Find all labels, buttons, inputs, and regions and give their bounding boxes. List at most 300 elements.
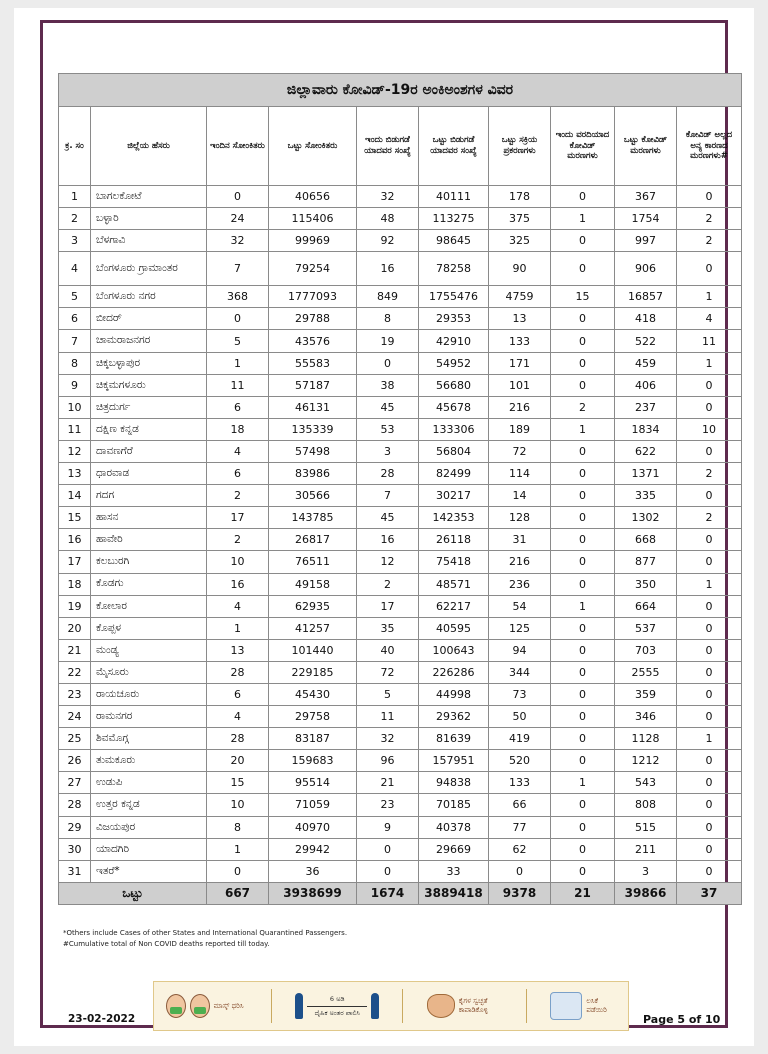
district-name-cell: ಬೆಂಗಳೂರು ಗ್ರಾಮಾಂತರ <box>91 252 207 286</box>
table-row <box>59 617 742 639</box>
value-cell: 40595 <box>419 617 489 639</box>
vaccination-icon <box>550 992 582 1020</box>
value-cell: 75418 <box>419 551 489 573</box>
covid-statistics-table <box>58 73 742 905</box>
value-cell: 17 <box>207 507 269 529</box>
value-cell: 0 <box>551 838 615 860</box>
value-cell: 0 <box>207 186 269 208</box>
serial-cell: 3 <box>59 230 91 252</box>
value-cell: 997 <box>615 230 677 252</box>
total-row <box>59 882 742 904</box>
value-cell: 2 <box>677 507 742 529</box>
value-cell: 23 <box>357 794 419 816</box>
value-cell: 45 <box>357 507 419 529</box>
value-cell: 418 <box>615 308 677 330</box>
value-cell: 40378 <box>419 816 489 838</box>
value-cell: 11 <box>357 706 419 728</box>
value-cell: 3 <box>357 440 419 462</box>
value-cell: 1128 <box>615 728 677 750</box>
value-cell: 1212 <box>615 750 677 772</box>
total-value-cell: 1674 <box>357 882 419 904</box>
serial-cell: 4 <box>59 252 91 286</box>
table-row <box>59 252 742 286</box>
value-cell: 0 <box>551 860 615 882</box>
serial-cell: 14 <box>59 485 91 507</box>
value-cell: 54952 <box>419 352 489 374</box>
value-cell: 40 <box>357 639 419 661</box>
hand-wash-icon <box>427 994 455 1018</box>
serial-cell: 5 <box>59 286 91 308</box>
table-row <box>59 772 742 794</box>
value-cell: 16 <box>207 573 269 595</box>
serial-cell: 1 <box>59 186 91 208</box>
table-row <box>59 208 742 230</box>
value-cell: 0 <box>551 308 615 330</box>
table-row <box>59 683 742 705</box>
value-cell: 55583 <box>269 352 357 374</box>
distance-caption: ದೈಹಿಕ ಅಂತರ ಪಾಲಿಸಿ <box>314 1008 360 1017</box>
district-name-cell: ಉತ್ತರ ಕನ್ನಡ <box>91 794 207 816</box>
value-cell: 56804 <box>419 440 489 462</box>
value-cell: 57498 <box>269 440 357 462</box>
value-cell: 1371 <box>615 463 677 485</box>
masked-face-icon <box>166 994 186 1018</box>
footnote-non-covid: #Cumulative total of Non COVID deaths reported till today. <box>63 939 270 948</box>
value-cell: 157951 <box>419 750 489 772</box>
district-name-cell: ವಿಜಯಪುರ <box>91 816 207 838</box>
table-row <box>59 706 742 728</box>
value-cell: 359 <box>615 683 677 705</box>
table-title: ಜಿಲ್ಲಾವಾರು ಕೋವಿಡ್-19ರ ಅಂಕಿಅಂಶಗಳ ವಿವರ <box>59 74 742 107</box>
district-name-cell: ಬೆಳಗಾವಿ <box>91 230 207 252</box>
value-cell: 44998 <box>419 683 489 705</box>
value-cell: 19 <box>357 330 419 352</box>
value-cell: 29758 <box>269 706 357 728</box>
table-row <box>59 507 742 529</box>
hands-group <box>427 994 503 1018</box>
value-cell: 113275 <box>419 208 489 230</box>
value-cell: 90 <box>489 252 551 286</box>
value-cell: 62217 <box>419 595 489 617</box>
value-cell: 0 <box>551 750 615 772</box>
value-cell: 0 <box>551 551 615 573</box>
value-cell: 0 <box>677 838 742 860</box>
value-cell: 135339 <box>269 418 357 440</box>
district-name-cell: ದಕ್ಷಿಣ ಕನ್ನಡ <box>91 418 207 440</box>
value-cell: 237 <box>615 396 677 418</box>
value-cell: 82499 <box>419 463 489 485</box>
footnote-others: *Others include Cases of other States and International Quarantined Passengers. <box>63 929 348 937</box>
table-row <box>59 728 742 750</box>
serial-cell: 18 <box>59 573 91 595</box>
value-cell: 10 <box>207 794 269 816</box>
value-cell: 375 <box>489 208 551 230</box>
serial-cell: 17 <box>59 551 91 573</box>
value-cell: 66 <box>489 794 551 816</box>
column-header: ಕೋವಿಡ್ ಅಲ್ಲದ ಅನ್ಯ ಕಾರಣದ ಮರಣಗಳು# <box>677 107 742 186</box>
value-cell: 216 <box>489 396 551 418</box>
value-cell: 178 <box>489 186 551 208</box>
value-cell: 11 <box>207 374 269 396</box>
report-date: 23-02-2022 <box>68 1013 136 1025</box>
value-cell: 78258 <box>419 252 489 286</box>
district-name-cell: ಹಾಸನ <box>91 507 207 529</box>
serial-cell: 23 <box>59 683 91 705</box>
banner-divider <box>526 989 527 1023</box>
value-cell: 42910 <box>419 330 489 352</box>
value-cell: 1754 <box>615 208 677 230</box>
column-header: ಇಂದು ವರದಿಯಾದ ಕೋವಿಡ್ ಮರಣಗಳು <box>551 107 615 186</box>
value-cell: 0 <box>551 374 615 396</box>
document-page <box>14 8 754 1046</box>
table-row <box>59 308 742 330</box>
serial-cell: 19 <box>59 595 91 617</box>
value-cell: 32 <box>207 230 269 252</box>
value-cell: 1755476 <box>419 286 489 308</box>
value-cell: 16857 <box>615 286 677 308</box>
value-cell: 0 <box>357 860 419 882</box>
value-cell: 79254 <box>269 252 357 286</box>
district-name-cell: ಬಳ್ಳಾರಿ <box>91 208 207 230</box>
value-cell: 24 <box>207 208 269 230</box>
column-header: ಒಟ್ಟು ಕೋವಿಡ್ ಮರಣಗಳು <box>615 107 677 186</box>
distance-indicator <box>307 995 367 1018</box>
value-cell: 0 <box>551 816 615 838</box>
table-row <box>59 860 742 882</box>
district-name-cell: ಕೊಪ್ಪಳ <box>91 617 207 639</box>
value-cell: 72 <box>489 440 551 462</box>
table-row <box>59 186 742 208</box>
value-cell: 100643 <box>419 639 489 661</box>
value-cell: 0 <box>677 529 742 551</box>
value-cell: 4 <box>207 706 269 728</box>
value-cell: 0 <box>551 440 615 462</box>
value-cell: 344 <box>489 661 551 683</box>
value-cell: 32 <box>357 728 419 750</box>
value-cell: 335 <box>615 485 677 507</box>
value-cell: 48 <box>357 208 419 230</box>
value-cell: 1 <box>551 208 615 230</box>
value-cell: 57187 <box>269 374 357 396</box>
value-cell: 0 <box>551 507 615 529</box>
table-row <box>59 230 742 252</box>
value-cell: 1302 <box>615 507 677 529</box>
district-name-cell: ಉಡುಪಿ <box>91 772 207 794</box>
table-row <box>59 750 742 772</box>
district-name-cell: ದಾವಣಗೆರೆ <box>91 440 207 462</box>
value-cell: 6 <box>207 396 269 418</box>
value-cell: 668 <box>615 529 677 551</box>
serial-cell: 22 <box>59 661 91 683</box>
banner-divider <box>402 989 403 1023</box>
district-name-cell: ಕೊಡಗು <box>91 573 207 595</box>
value-cell: 17 <box>357 595 419 617</box>
value-cell: 236 <box>489 573 551 595</box>
value-cell: 10 <box>207 551 269 573</box>
value-cell: 1 <box>677 573 742 595</box>
value-cell: 5 <box>357 683 419 705</box>
value-cell: 13 <box>489 308 551 330</box>
table-row <box>59 551 742 573</box>
value-cell: 0 <box>489 860 551 882</box>
value-cell: 4 <box>207 440 269 462</box>
value-cell: 6 <box>207 683 269 705</box>
value-cell: 0 <box>551 639 615 661</box>
district-name-cell: ಕೋಲಾರ <box>91 595 207 617</box>
value-cell: 0 <box>551 485 615 507</box>
value-cell: 350 <box>615 573 677 595</box>
value-cell: 29353 <box>419 308 489 330</box>
value-cell: 41257 <box>269 617 357 639</box>
total-value-cell: 37 <box>677 882 742 904</box>
total-value-cell: 667 <box>207 882 269 904</box>
value-cell: 0 <box>551 186 615 208</box>
value-cell: 2555 <box>615 661 677 683</box>
value-cell: 664 <box>615 595 677 617</box>
value-cell: 0 <box>677 750 742 772</box>
serial-cell: 20 <box>59 617 91 639</box>
value-cell: 0 <box>677 706 742 728</box>
column-header: ಒಟ್ಟು ಸೋಂಕಿತರು <box>269 107 357 186</box>
value-cell: 99969 <box>269 230 357 252</box>
value-cell: 1 <box>677 352 742 374</box>
value-cell: 0 <box>677 440 742 462</box>
value-cell: 522 <box>615 330 677 352</box>
value-cell: 537 <box>615 617 677 639</box>
serial-cell: 26 <box>59 750 91 772</box>
vaccine-text: ಲಸಿಕೆ ಪಡೆಯಿರಿ <box>586 997 607 1014</box>
column-header: ಒಟ್ಟು ಸಕ್ರಿಯ ಪ್ರಕರಣಗಳು <box>489 107 551 186</box>
district-name-cell: ಬೀದರ್ <box>91 308 207 330</box>
serial-cell: 2 <box>59 208 91 230</box>
value-cell: 94 <box>489 639 551 661</box>
value-cell: 95514 <box>269 772 357 794</box>
value-cell: 29788 <box>269 308 357 330</box>
value-cell: 2 <box>357 573 419 595</box>
value-cell: 12 <box>357 551 419 573</box>
value-cell: 48571 <box>419 573 489 595</box>
district-name-cell: ಚಿಕ್ಕಬಳ್ಳಾಪುರ <box>91 352 207 374</box>
value-cell: 62935 <box>269 595 357 617</box>
district-name-cell: ಬಾಗಲಕೋಟೆ <box>91 186 207 208</box>
value-cell: 2 <box>677 463 742 485</box>
value-cell: 0 <box>207 308 269 330</box>
value-cell: 133306 <box>419 418 489 440</box>
value-cell: 62 <box>489 838 551 860</box>
district-name-cell: ಹಾವೇರಿ <box>91 529 207 551</box>
value-cell: 32 <box>357 186 419 208</box>
value-cell: 0 <box>551 617 615 639</box>
value-cell: 0 <box>551 661 615 683</box>
serial-cell: 9 <box>59 374 91 396</box>
value-cell: 35 <box>357 617 419 639</box>
district-name-cell: ರಾಮನಗರ <box>91 706 207 728</box>
table-row <box>59 286 742 308</box>
value-cell: 4 <box>677 308 742 330</box>
value-cell: 1 <box>207 838 269 860</box>
value-cell: 45430 <box>269 683 357 705</box>
value-cell: 622 <box>615 440 677 462</box>
value-cell: 72 <box>357 661 419 683</box>
table-row <box>59 661 742 683</box>
value-cell: 73 <box>489 683 551 705</box>
serial-cell: 15 <box>59 507 91 529</box>
value-cell: 0 <box>677 683 742 705</box>
distance-group <box>295 993 379 1019</box>
total-value-cell: 3889418 <box>419 882 489 904</box>
value-cell: 8 <box>207 816 269 838</box>
value-cell: 54 <box>489 595 551 617</box>
value-cell: 9 <box>357 816 419 838</box>
footnotes <box>63 928 347 949</box>
serial-cell: 25 <box>59 728 91 750</box>
value-cell: 406 <box>615 374 677 396</box>
value-cell: 71059 <box>269 794 357 816</box>
value-cell: 15 <box>551 286 615 308</box>
district-name-cell: ಮಂಡ್ಯ <box>91 639 207 661</box>
serial-cell: 7 <box>59 330 91 352</box>
value-cell: 143785 <box>269 507 357 529</box>
value-cell: 1 <box>677 286 742 308</box>
total-label: ಒಟ್ಟು <box>59 882 207 904</box>
page-number: Page 5 of 10 <box>643 1013 721 1026</box>
column-header: ಒಟ್ಟು ಬಿಡುಗಡೆ ಯಾದವರ ಸಂಖ್ಯೆ <box>419 107 489 186</box>
value-cell: 0 <box>677 396 742 418</box>
value-cell: 229185 <box>269 661 357 683</box>
value-cell: 101440 <box>269 639 357 661</box>
value-cell: 16 <box>357 529 419 551</box>
district-name-cell: ಧಾರವಾಡ <box>91 463 207 485</box>
value-cell: 419 <box>489 728 551 750</box>
value-cell: 21 <box>357 772 419 794</box>
value-cell: 26817 <box>269 529 357 551</box>
district-name-cell: ಇತರೆ* <box>91 860 207 882</box>
value-cell: 29362 <box>419 706 489 728</box>
value-cell: 4759 <box>489 286 551 308</box>
value-cell: 2 <box>207 485 269 507</box>
value-cell: 0 <box>677 794 742 816</box>
table-row <box>59 463 742 485</box>
value-cell: 50 <box>489 706 551 728</box>
value-cell: 128 <box>489 507 551 529</box>
value-cell: 26118 <box>419 529 489 551</box>
value-cell: 133 <box>489 330 551 352</box>
value-cell: 0 <box>551 794 615 816</box>
value-cell: 515 <box>615 816 677 838</box>
vaccine-group <box>550 992 616 1020</box>
value-cell: 14 <box>489 485 551 507</box>
value-cell: 2 <box>677 208 742 230</box>
value-cell: 45678 <box>419 396 489 418</box>
value-cell: 367 <box>615 186 677 208</box>
table-row <box>59 352 742 374</box>
value-cell: 703 <box>615 639 677 661</box>
value-cell: 101 <box>489 374 551 396</box>
table-row <box>59 838 742 860</box>
total-value-cell: 9378 <box>489 882 551 904</box>
value-cell: 5 <box>207 330 269 352</box>
value-cell: 70185 <box>419 794 489 816</box>
value-cell: 11 <box>677 330 742 352</box>
serial-cell: 8 <box>59 352 91 374</box>
table-row <box>59 330 742 352</box>
value-cell: 30217 <box>419 485 489 507</box>
value-cell: 0 <box>677 595 742 617</box>
value-cell: 1 <box>551 772 615 794</box>
serial-cell: 12 <box>59 440 91 462</box>
value-cell: 40111 <box>419 186 489 208</box>
column-header: ಇಂದಿನ ಸೋಂಕಿತರು <box>207 107 269 186</box>
value-cell: 28 <box>207 728 269 750</box>
table-row <box>59 639 742 661</box>
value-cell: 31 <box>489 529 551 551</box>
value-cell: 96 <box>357 750 419 772</box>
value-cell: 877 <box>615 551 677 573</box>
value-cell: 0 <box>357 838 419 860</box>
serial-cell: 28 <box>59 794 91 816</box>
column-header: ಜಿಲ್ಲೆಯ ಹೆಸರು <box>91 107 207 186</box>
value-cell: 40970 <box>269 816 357 838</box>
value-cell: 45 <box>357 396 419 418</box>
value-cell: 18 <box>207 418 269 440</box>
table-row <box>59 396 742 418</box>
value-cell: 368 <box>207 286 269 308</box>
value-cell: 83187 <box>269 728 357 750</box>
value-cell: 38 <box>357 374 419 396</box>
value-cell: 0 <box>551 706 615 728</box>
value-cell: 0 <box>677 617 742 639</box>
page-border <box>40 20 733 1028</box>
value-cell: 0 <box>677 485 742 507</box>
district-name-cell: ಚಿಕ್ಕಮಗಳೂರು <box>91 374 207 396</box>
value-cell: 226286 <box>419 661 489 683</box>
serial-cell: 24 <box>59 706 91 728</box>
total-value-cell: 3938699 <box>269 882 357 904</box>
value-cell: 1 <box>207 617 269 639</box>
table-row <box>59 485 742 507</box>
value-cell: 2 <box>207 529 269 551</box>
person-icon <box>371 993 379 1019</box>
value-cell: 36 <box>269 860 357 882</box>
value-cell: 2 <box>551 396 615 418</box>
district-name-cell: ಯಾದಗಿರಿ <box>91 838 207 860</box>
value-cell: 459 <box>615 352 677 374</box>
value-cell: 4 <box>207 595 269 617</box>
table-row <box>59 440 742 462</box>
value-cell: 94838 <box>419 772 489 794</box>
value-cell: 808 <box>615 794 677 816</box>
district-name-cell: ಮೈಸೂರು <box>91 661 207 683</box>
value-cell: 13 <box>207 639 269 661</box>
value-cell: 216 <box>489 551 551 573</box>
double-arrow-icon <box>307 1006 367 1007</box>
value-cell: 0 <box>551 463 615 485</box>
value-cell: 346 <box>615 706 677 728</box>
column-header: ಇಂದು ಬಿಡುಗಡೆ ಯಾದವರ ಸಂಖ್ಯೆ <box>357 107 419 186</box>
serial-cell: 6 <box>59 308 91 330</box>
table-row <box>59 595 742 617</box>
value-cell: 76511 <box>269 551 357 573</box>
value-cell: 0 <box>677 639 742 661</box>
value-cell: 56680 <box>419 374 489 396</box>
value-cell: 0 <box>551 573 615 595</box>
value-cell: 0 <box>677 551 742 573</box>
district-name-cell: ಗದಗ <box>91 485 207 507</box>
table-row <box>59 816 742 838</box>
value-cell: 77 <box>489 816 551 838</box>
value-cell: 125 <box>489 617 551 639</box>
value-cell: 325 <box>489 230 551 252</box>
